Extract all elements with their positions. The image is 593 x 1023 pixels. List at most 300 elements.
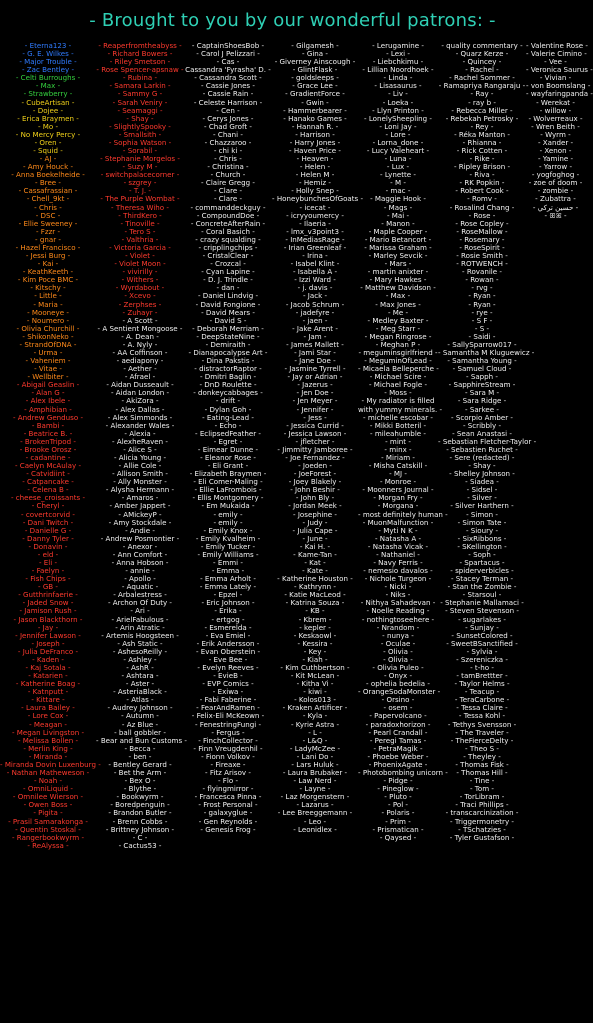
patron-name: - von Boomslang - [526,81,591,91]
patron-name: - Eimear Dunne - [197,444,259,454]
patron-name: - Ashtara - [121,671,159,681]
patron-name: - annie - [125,566,155,576]
patron-name: - Violet - [125,251,155,261]
patron-name: - Hanako Games - [283,113,347,123]
patron-name: - Jacob Schrum - [285,299,345,309]
patron-name: - mac - [385,186,411,196]
patron-name: - Luna - [384,154,412,164]
patron-name: - Miriam - [381,452,415,462]
patron-name: - Hammerbearer - [283,105,347,115]
patron-name: - Shay - [126,113,154,123]
patron-name: - Dylan Goh - [204,404,252,414]
patron-name: - Joeden - [298,461,332,471]
patron-name: - Leo - [303,816,327,826]
patron-name: - Quentin Stoskal - [15,824,81,834]
patron-name: - jfletcher - [295,436,335,446]
patron-name: - Chazzaroo - [204,137,252,147]
patron-name: - Myti N K - [378,525,418,535]
patron-name: - Jack - [302,291,328,301]
patron-name: - Tero S - [124,226,156,236]
patron-name: - Sere (redacted) - [449,452,515,462]
patron-name: - RK Popkin - [459,178,505,188]
patron-name: - Kai - [37,259,59,269]
patron-name: - spiderverbicles - [450,566,514,576]
patron-name: - Boredpenguin - [110,800,170,810]
patron-name: - CubeArtisan - [21,97,75,107]
patron-name: - Ari - [130,606,150,616]
patron-name: - Nathaniel - [376,549,420,559]
patron-name: - Eli Grant - [207,461,249,471]
patron-name: - Joe Fernandez - [285,452,345,462]
patron-name: - James Mallett - [286,339,344,349]
patron-name: - Max - [35,81,61,91]
patron-name: - DnD Roulette - [199,380,257,390]
patron-name: - Bentley Gerard - [108,759,172,769]
patron-name: - Robert Cook - [455,186,509,196]
patron-name: - BrokenTripod - [20,436,76,446]
patron-name: - Emmi - [213,558,243,567]
patron-name: - Pidge - [383,776,413,786]
patron-name: - Carol J Pelizzari - [196,49,260,59]
patron-name: - Mars - [384,259,412,269]
patron-name: - Soph - [468,549,496,559]
patron-name: - Tessa Kohl - [458,711,506,721]
patron-name: - icryyoumercy - [286,210,344,220]
patron-name: - Dmitri Baglin - [199,372,257,382]
patron-name: - Rachel Sommer - [449,73,515,83]
patron-name: - June - [302,533,328,543]
patron-name: - paradoxhorizon - [365,719,431,729]
patron-name: - Theo S - [465,743,499,753]
patron-name: - John Bly - [295,493,335,503]
patron-name: - Isabel Klint - [290,259,340,269]
patron-name: - Kyla - [302,711,328,721]
patron-name: - Ryan - [468,291,496,301]
patron-name: - Giverney Ainscough - [274,57,356,67]
patron-name: - Archon Of Duty - [107,598,172,608]
patron-name: - switchpalacecorner - [100,170,180,180]
patron-name: - willow - [539,105,572,115]
patron-name: - Coral Basich - [201,226,255,236]
patron-name: - Teacup - [464,687,500,697]
patron-name: - Cassandra Scott - [194,73,262,83]
patron-name: - TorLibram - [459,792,505,802]
patron-name: - gnar - [35,234,61,244]
patron-name: - Jason Blackthorn - [13,614,83,624]
patron-name: - Key - [303,646,327,656]
patron-name: - Eli Comer-Maling - [193,477,263,487]
patron-name: - Niks - [385,590,411,600]
patron-name: - Francesca Pinna - [194,792,262,802]
patron-name: - Anna Hobson - [111,558,169,567]
patron-column-1 [0,41,101,1017]
patron-name: - Brenn Cobbs - [112,816,168,826]
patron-name: - goldsleeps - [291,73,339,83]
patron-name: - Stephanie Mallamaci - [440,598,524,608]
patron-name: - Mikki Botteril - [369,420,427,430]
patron-name: - Gilgamesh - [291,41,339,50]
patron-name: - Olivia Puleo - [372,663,424,673]
patron-name: - Yamine - [537,154,574,164]
patron-name: - covertcorvid - [21,509,75,519]
patron-name: - S - [474,323,490,333]
patron-name: - Megan Livingston - [11,727,85,737]
patron-name: - Chris - [214,154,242,164]
patron-name: - Rike - [469,154,495,164]
patron-name: - SlightlySpooky - [109,121,171,131]
patron-name: - Fionn Volkov - [201,751,255,761]
patron-column-4 [272,41,364,1017]
patron-name: - Starsoul - [462,590,502,600]
patron-name: - Nrandom - [376,622,420,632]
patron-name: - Strawberry - [23,89,73,99]
patron-name: - MJ - [389,469,407,479]
patron-name: - Ellie Sweeney - [18,218,78,228]
patron-name: - Bambi - [31,420,65,430]
patron-name: - Suzy M - [122,162,158,172]
patron-name: - Morgan Fry - [373,493,423,503]
patron-name: - Grace Lee - [292,81,338,91]
patron-name: - Catvidiint - [26,469,70,479]
patron-name: - Brittney Johnson - [105,824,175,834]
patron-name: - SapphireStream - [448,380,516,390]
patron-name: - Lynette - [380,170,416,180]
patron-name: - Chad Groft - [204,121,252,131]
patron-name: - Rose Spencer-apsnaw - [96,65,184,75]
patron-name: - PetraMagik - [373,743,423,753]
patron-name: - Rachel - [465,65,499,75]
patron-name: - Sarah Veniry - [112,97,168,107]
patron-name: - SallySparrow017 - [447,339,517,349]
patron-name: - Valthria - [121,234,159,244]
patron-name: - Rhianna - [462,137,502,147]
patron-name: - Silver - [467,493,497,503]
patron-name: - RoseMallow - [456,226,508,236]
patron-name: - Kame-Tan - [293,549,337,559]
patron-name: - S F - [471,315,493,325]
patron-name: - Leonidlex - [293,824,337,834]
patron-column-3 [184,42,272,1017]
patron-name: - JoeForest - [293,469,337,479]
patron-name: - Ash Static - [117,638,163,648]
patron-name: - Felix-Eli McKeown - [191,711,265,721]
patron-name: - Audrey Johnson - [107,703,173,713]
patron-name: - CristalClear - [202,251,254,261]
patron-name: - Aster - [125,679,155,689]
patron-name: - Rosemary - [459,234,505,244]
patron-name: - Cen - [216,105,240,115]
patron-name: - Matthew Davidson - [360,283,436,293]
patron-name: - Eterna123 - [24,41,72,50]
patron-name: - Church - [210,170,246,180]
patron-name: - Liebchkimu - [372,57,424,67]
patron-name: - Caelyn McAulay - [14,461,82,471]
patron-name: - Rey - [470,121,494,131]
patron-name: - Stephanie Morgelos - [100,154,180,164]
patron-name: - Bear and Bun Customs - [96,735,187,745]
patron-name: - Rubina - [122,73,158,83]
patron-name: - Evan Oberstein - [195,646,261,656]
patron-name: - Julia Cape - [292,525,338,535]
patron-name: - Jazerus - [297,380,333,390]
patron-name: - Jessi Burg - [25,251,71,261]
patron-name: - Bree - [35,178,61,188]
patron-name: - Prim - [385,816,411,826]
patron-name: - Amy Houck - [22,162,74,172]
patron-name: - Claire Gregg - [201,178,255,188]
patron-name: - nemesio davalos - [363,566,433,576]
patron-name: - Stan the Zombie - [447,582,517,592]
patron-name: - Epzel - [213,590,243,600]
patron-name: - PhoenixAgate - [368,759,428,769]
patron-name: - Samantha M Kluguewicz - [438,347,535,357]
patron-name: - michelle escobar - [363,412,433,422]
patron-name: - John Beshir - [290,485,340,495]
patron-name: - EvieB - [213,671,243,681]
patron-name: - mint - [385,436,411,446]
patron-columns [0,41,593,1017]
patron-name: - Andie - [125,525,155,535]
patron-name: - Crozcal - [210,259,246,269]
patron-name: - Bet the Arm - [113,768,167,778]
patron-name: - Jennifer Lawson - [15,630,81,640]
patron-name: - Samantha Young - [447,356,517,366]
patron-name: - Marley Sevcik - [368,251,428,261]
patron-name: - Dojee - [32,105,64,115]
patron-name: - Tyler Gustafson - [449,832,515,842]
patron-name: - Jay or Adrian - [287,372,343,382]
patron-name: - Catpancake - [22,477,74,487]
patron-name: - Emma - [211,566,245,576]
patron-name: - Zubattra - [535,194,576,204]
patron-name: - Fireaxe - [210,759,246,769]
patron-name: - ConcreteAfterRain - [190,218,266,228]
patron-name: - ROTWENCH - [456,259,508,269]
patron-name: - A Sentient Mongoose - [97,323,183,333]
patron-name: - Alex Dallas - [115,404,165,414]
patron-name: - Hannah R. - [291,121,339,131]
patron-name: - Vitae - [34,364,62,374]
patron-name: - Cyan Lapine - [201,267,255,277]
patron-name: - Taylor Helms - [454,679,510,689]
patron-name: - Az Blue - [121,719,159,729]
patron-name: - Finn Vreugdenhil - [193,743,263,753]
patron-name: - Rick Cotten - [456,146,508,156]
patron-name: - Jay - [37,622,59,632]
patron-name: - Ashley - [123,654,157,664]
patron-name: - Papervolcano - [369,711,427,721]
patron-name: - Kbrem - [298,614,332,624]
patron-name: - L&Q - [302,735,328,745]
patron-name: - Apollo - [124,574,156,584]
patron-name: - Silver Harthern - [450,501,514,511]
patron-name: - Jasmine Tyrrell - [284,364,346,374]
patron-name: - Miranda - [28,751,68,761]
patron-name: - CompoundDoe - [196,210,260,220]
patron-name: - Abigail Geaslin - [16,380,80,390]
patron-name: - Navy Ferris - [373,558,423,567]
patron-name: - Cassie Rain - [202,89,254,99]
patron-name: - Nicki - [384,582,412,592]
patron-name: - Meagan - [29,719,67,729]
patron-name: - Tom - [469,784,494,794]
patron-name: - drift - [215,396,241,406]
patron-name: - Maria - [33,299,63,309]
patron-name: - Violet Moon - [114,259,166,269]
patron-name: - A. Dean - [121,331,159,341]
patron-name: - dan - [216,283,240,293]
patron-name: - lmx_v3point3 - [286,226,344,236]
patron-name: - Alexia - [124,428,156,438]
patron-name: - distractorRaptor - [194,364,262,374]
patron-name: - Squid - [33,146,63,156]
patron-name: - Samuel Cloud - [452,364,512,374]
patron-name: - Theyley - [463,751,501,761]
patron-name: - Jane Doe - [294,356,336,366]
patron-name: - Amaros - [121,493,159,503]
patron-name: - Eli - [38,558,58,567]
patron-name: - Eating-Lead - [202,412,254,422]
patron-name: - Quarz Kerze - [455,49,509,59]
patron-name: - Jessica Currid - [286,420,344,430]
patron-name: - Katie MacLeod - [284,590,346,600]
patron-name: - Pineglow - [377,784,419,794]
patron-name: - Moonners Journal - [362,485,434,495]
patron-name: - Lars Huluk - [291,759,339,769]
patron-name: - Erik Andersson - [196,638,260,648]
patron-name: - Gwin - [301,97,329,107]
patron-column-6 [438,41,537,1017]
patron-name: - Harry Jones - [289,137,341,147]
patron-name: - Pluto - [384,792,412,802]
patron-name: - Genesis Frog - [200,824,256,834]
patron-name: - Marissa Graham - [364,242,432,252]
patron-column-2 [96,41,187,1017]
patron-name: - Sebastian Fletcher-Taylor - [438,436,537,446]
patron-name: - Thomas Fisk - [455,759,509,769]
patron-name: - Natasha Vicak - [367,541,429,551]
patron-name: - Sarkee - [465,404,499,414]
patron-name: - Valerie Cimino - [526,49,587,59]
patron-name: - Lore - [385,129,411,139]
credits-title: - Brought to you by our wonderful patrons: - [89,10,496,31]
patron-name: - Sara Ridge - [457,396,507,406]
patron-name: - Riva - [469,170,495,180]
patron-name: - Pearl Crandall - [368,727,428,737]
patron-name: - AkiZora - [121,396,159,406]
patron-name: - Monroe - [379,477,417,487]
patron-name: - Katnputt - [27,687,69,697]
patron-name: - FenestringFungi - [194,719,262,729]
patron-name: - Izzi Ward - [294,275,336,285]
patron-name: - Steven Stevenson - [445,606,519,616]
patron-name: - Photobombing unicorn - [358,768,448,778]
patron-name: - DSC - [35,210,61,220]
patron-name: - Michael Scire - [369,372,427,382]
patron-name: - Shay - [468,461,496,471]
patron-name: - Danny Tyler - [22,533,74,543]
patron-name: - Cas - [216,57,240,67]
patron-name: - MeguminOfLead - [364,356,432,366]
patron-name: - Elizabeth Braymen - [189,469,267,479]
patron-name: - Moss - [384,388,412,398]
patron-name: - Owen Boss - [23,800,73,810]
patron-name: - Zuhayr - [122,307,158,317]
patron-name: - CaptainShoesBob - [191,41,265,50]
patron-name: - Romv - [467,194,497,204]
patron-name: - Demiraith - [205,339,251,349]
patron-name: - Emily Williams - [197,549,259,559]
patron-name: - Vee - [544,57,567,67]
patron-name: - szgrey - [123,178,157,188]
patron-name: - ThirdKero - [118,210,162,220]
patron-name: - Max Jones - [375,299,421,309]
patron-name: - Katherine Houston - [277,574,353,584]
patron-name: - Prismatican - [372,824,424,834]
patron-name: - Zerphses - [118,299,162,309]
patron-name: - Yarrow - [538,162,573,172]
patron-name: - Simon - [466,509,498,519]
patron-name: - rye - [471,307,493,317]
patron-name: - Layne - [299,784,331,794]
patron-name: - Lillian Noordhoek - [362,65,434,75]
patron-name: - A. Nyly - [122,339,158,349]
patron-name: - Dani Twitch - [22,517,74,527]
patron-name: - Gen Reynolds - [198,816,258,826]
patron-name: - AA Coffinson - [112,347,168,357]
patron-name: - KeathKeeth - [22,267,74,277]
patron-name: - Sapph - [466,372,498,382]
patron-name: - Alice S - [123,444,157,454]
patron-name: - EclipsedFeather - [195,428,261,438]
patron-name: - Cactus53 - [118,840,162,850]
patron-name: - HoneybunchesOfGoats - [272,194,364,204]
patron-name: - Ilaeria - [299,218,331,228]
patron-name: - Lee Breeggemann - [277,808,353,818]
patron-name: - StrandOfDNA - [19,339,77,349]
patron-name: - Mags - [383,202,413,212]
patron-name: - Meg Starr - [375,323,421,333]
patron-name: - Sidsel - [466,485,498,495]
patron-name: - Emily Kvalheim - [195,533,261,543]
patron-name: - Anexor - [122,541,158,551]
patron-name: - Aether - [123,364,157,374]
patron-name: - Zac Bentley - [21,65,75,75]
patron-name: - Olivia - [383,646,413,656]
patron-name: - mileahumble - [370,428,426,438]
patron-name: - Kathrynn - [294,582,336,592]
patron-name: - Ally Monster - [113,477,167,487]
patron-name: - Major Trouble - [19,57,77,67]
patron-name: - Andrew Posmontier - [100,533,180,543]
patron-name: - OrangeSodaMonster - [358,687,441,697]
patron-name: - Mai - [386,210,410,220]
patron-name: - Scorpio Amber - [451,412,513,422]
patron-name: - David S - [209,315,247,325]
patron-name: - Bex O - [124,776,156,786]
patron-name: - Echo - [214,420,242,430]
patron-name: - David Mears - [201,307,255,317]
patron-name: - Harrison - [295,129,335,139]
patron-name: - Allie Cole - [118,461,162,471]
patron-name: - tamBrettter - [456,671,508,681]
patron-name: - Spartacus - [459,558,505,567]
patron-name: - OmniLiquid - [23,784,73,794]
patron-name: - The Traveler - [455,727,509,737]
patron-name: - Eleanor Rose - [200,452,256,462]
patron-name: - A Scott - [122,315,158,325]
patron-name: - GradientForce - [285,89,345,99]
